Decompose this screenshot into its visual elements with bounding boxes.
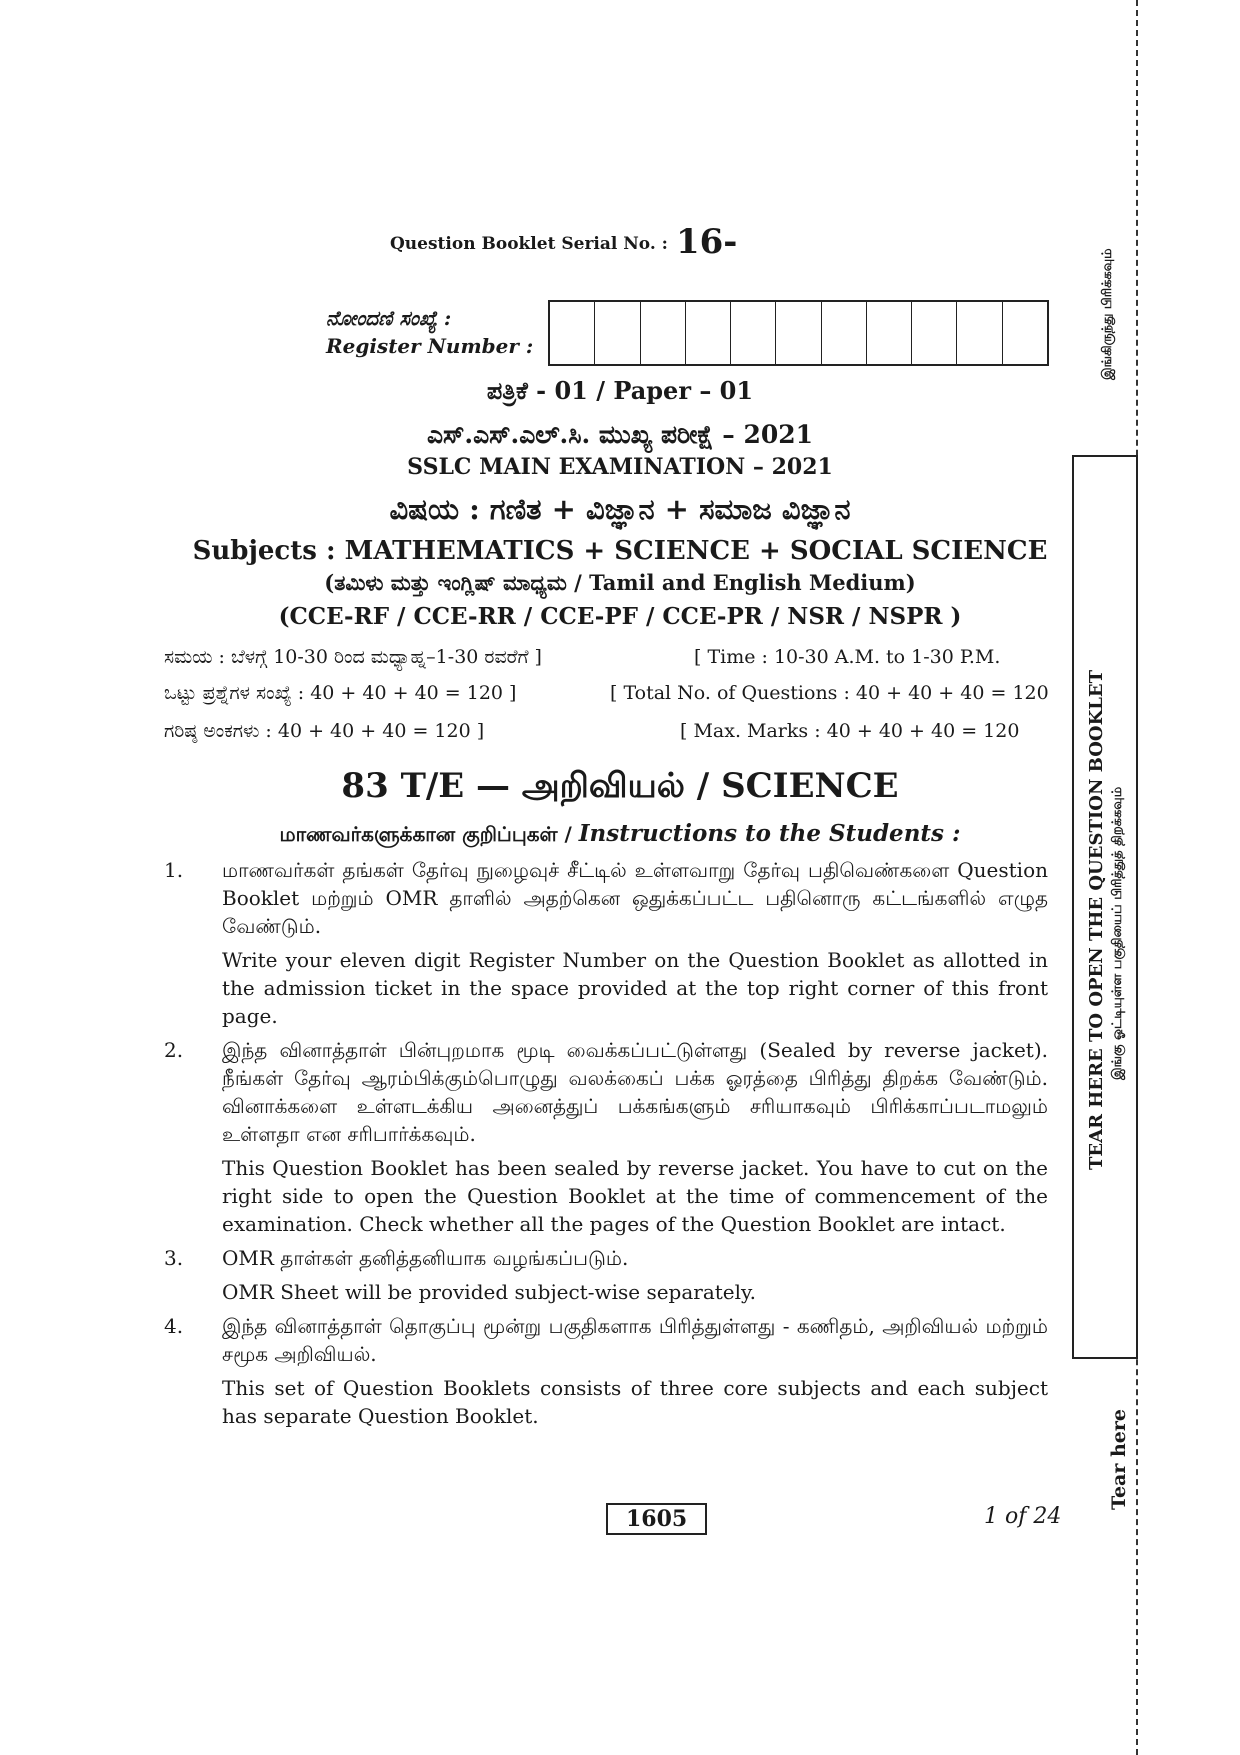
time-english: [ Time : 10-30 A.M. to 1-30 P.M. bbox=[694, 646, 1001, 668]
instructions-list bbox=[164, 856, 1048, 1436]
item-english-text: Write your eleven digit Register Number on the Question Booklet as allotted in the admission ticket in the space provided at the top right corner of this front page. bbox=[222, 948, 1048, 1028]
subjects-english: Subjects : MATHEMATICS + SCIENCE + SOCIAL SCIENCE bbox=[192, 536, 1048, 566]
register-number-boxes bbox=[548, 300, 1049, 366]
register-label-english: Register Number : bbox=[326, 334, 534, 358]
list-item bbox=[164, 1312, 1048, 1436]
item-tamil-text: OMR தாள்கள் தனித்தனியாக வழங்கப்படும். bbox=[222, 1246, 629, 1270]
item-tamil-text: இந்த வினாத்தாள் பின்புறமாக மூடி வைக்கப்பட்டுள்ளது (Sealed by reverse jacket). நீங்கள் தேர்வு ஆரம்பிக்கும்பொழுது வலக்கைப் பக்க ஓரத்தை பிரித்து திறக்க வேண்டும். வினாக்களை உள்ளடக்கிய அனைத்துப் பக்கங்களும் சரியாகவும் பிரிக்காப்படாமலும் உள்ளதா என சரிபார்க்கவும். bbox=[222, 1038, 1048, 1146]
list-item bbox=[164, 1036, 1048, 1244]
tear-instruction-english: TEAR HERE TO OPEN THE QUESTION BOOKLET bbox=[1086, 670, 1107, 1170]
serial-value: 16- bbox=[675, 222, 738, 262]
item-english-text: OMR Sheet will be provided subject-wise separately. bbox=[222, 1280, 757, 1304]
exam-title-kannada: ಎಸ್.ಎಸ್.ಎಲ್.ಸಿ. ಮುಖ್ಯ ಪರೀಕ್ಷೆ – 2021 bbox=[426, 420, 814, 449]
item-number: 4. bbox=[164, 1314, 184, 1338]
total-questions-kannada: ಒಟ್ಟು ಪ್ರಶ್ನೆಗಳ ಸಂಖ್ಯೆ : 40 + 40 + 40 = 120 ] bbox=[164, 682, 517, 704]
exam-title-english: SSLC MAIN EXAMINATION – 2021 bbox=[407, 454, 833, 480]
science-title: 83 T/E — அறிவியல் / SCIENCE bbox=[341, 766, 899, 806]
register-digit-box bbox=[1003, 302, 1047, 364]
max-marks-kannada: ಗರಿಷ್ಠ ಅಂಕಗಳು : 40 + 40 + 40 = 120 ] bbox=[164, 720, 485, 742]
list-item bbox=[164, 856, 1048, 1036]
register-digit-box bbox=[641, 302, 686, 364]
item-number: 3. bbox=[164, 1246, 184, 1270]
tear-here-label: Tear here bbox=[1108, 1409, 1130, 1510]
total-questions-english: [ Total No. of Questions : 40 + 40 + 40 = 120 bbox=[610, 682, 1049, 704]
register-label-kannada: ನೋಂದಣಿ ಸಂಖ್ಯೆ : bbox=[326, 306, 452, 330]
register-label bbox=[326, 304, 533, 360]
medium: (ತಮಿಳು ಮತ್ತು ಇಂಗ್ಲಿಷ್ ಮಾಧ್ಯಮ / Tamil and English Medium) bbox=[324, 570, 916, 595]
serial-label: Question Booklet Serial No. : bbox=[390, 234, 668, 254]
list-item bbox=[164, 1244, 1048, 1312]
page-number: 1 of 24 bbox=[984, 1504, 1062, 1529]
item-tamil-text: இந்த வினாத்தாள் தொகுப்பு மூன்று பகுதிகளாக பிரித்துள்ளது - கணிதம், அறிவியல் மற்றும் சமூக அறிவியல். bbox=[222, 1314, 1048, 1366]
instructions-heading bbox=[190, 820, 1050, 849]
register-digit-box bbox=[776, 302, 821, 364]
register-digit-box bbox=[595, 302, 640, 364]
item-english-text: This set of Question Booklets consists of three core subjects and each subject has separate Question Booklet. bbox=[222, 1376, 1048, 1428]
item-number: 2. bbox=[164, 1038, 184, 1062]
course-codes: (CCE-RF / CCE-RR / CCE-PF / CCE-PR / NSR / NSPR ) bbox=[278, 603, 962, 630]
tear-instruction-tamil: இங்கு ஓட்டியுள்ள பகுதியைப் பிரித்துத் திறக்கவும் bbox=[1110, 786, 1125, 1080]
item-english-text: This Question Booklet has been sealed by reverse jacket. You have to cut on the right side to open the Question Booklet at the time of commencement of the examination. Check whether all the pages of the Question Booklet are intact. bbox=[222, 1156, 1048, 1236]
item-number: 1. bbox=[164, 858, 184, 882]
register-digit-box bbox=[957, 302, 1002, 364]
register-digit-box bbox=[912, 302, 957, 364]
item-tamil-text: மாணவர்கள் தங்கள் தேர்வு நுழைவுச் சீட்டில் உள்ளவாறு தேர்வு பதிவெண்களை Question Booklet மற்றும் OMR தாளில் அதற்கென ஒதுக்கப்பட்ட பதினொரு கட்டங்களில் எழுத வேண்டும். bbox=[222, 858, 1048, 938]
tear-top-tamil: இங்கிருந்து பிரிக்கவும் bbox=[1100, 248, 1115, 380]
max-marks-english: [ Max. Marks : 40 + 40 + 40 = 120 bbox=[680, 720, 1020, 742]
register-digit-box bbox=[550, 302, 595, 364]
instructions-heading-tamil: மாணவர்களுக்கான குறிப்புகள் / bbox=[279, 822, 572, 846]
subjects-kannada: ವಿಷಯ : ಗಣಿತ + ವಿಜ್ಞಾನ + ಸಮಾಜ ವಿಜ್ಞಾನ bbox=[389, 492, 851, 526]
register-digit-box bbox=[867, 302, 912, 364]
booklet-code: 1605 bbox=[606, 1503, 707, 1535]
register-digit-box bbox=[686, 302, 731, 364]
instructions-heading-english: Instructions to the Students : bbox=[578, 820, 961, 847]
register-digit-box bbox=[731, 302, 776, 364]
serial-number bbox=[390, 222, 737, 262]
time-kannada: ಸಮಯ : ಬೆಳಗ್ಗೆ 10-30 ರಿಂದ ಮಧ್ಯಾಹ್ನ–1-30 ರವರೆಗೆ ] bbox=[164, 646, 542, 668]
register-digit-box bbox=[822, 302, 867, 364]
paper-number: ಪತ್ರಿಕೆ - 01 / Paper – 01 bbox=[486, 376, 754, 405]
